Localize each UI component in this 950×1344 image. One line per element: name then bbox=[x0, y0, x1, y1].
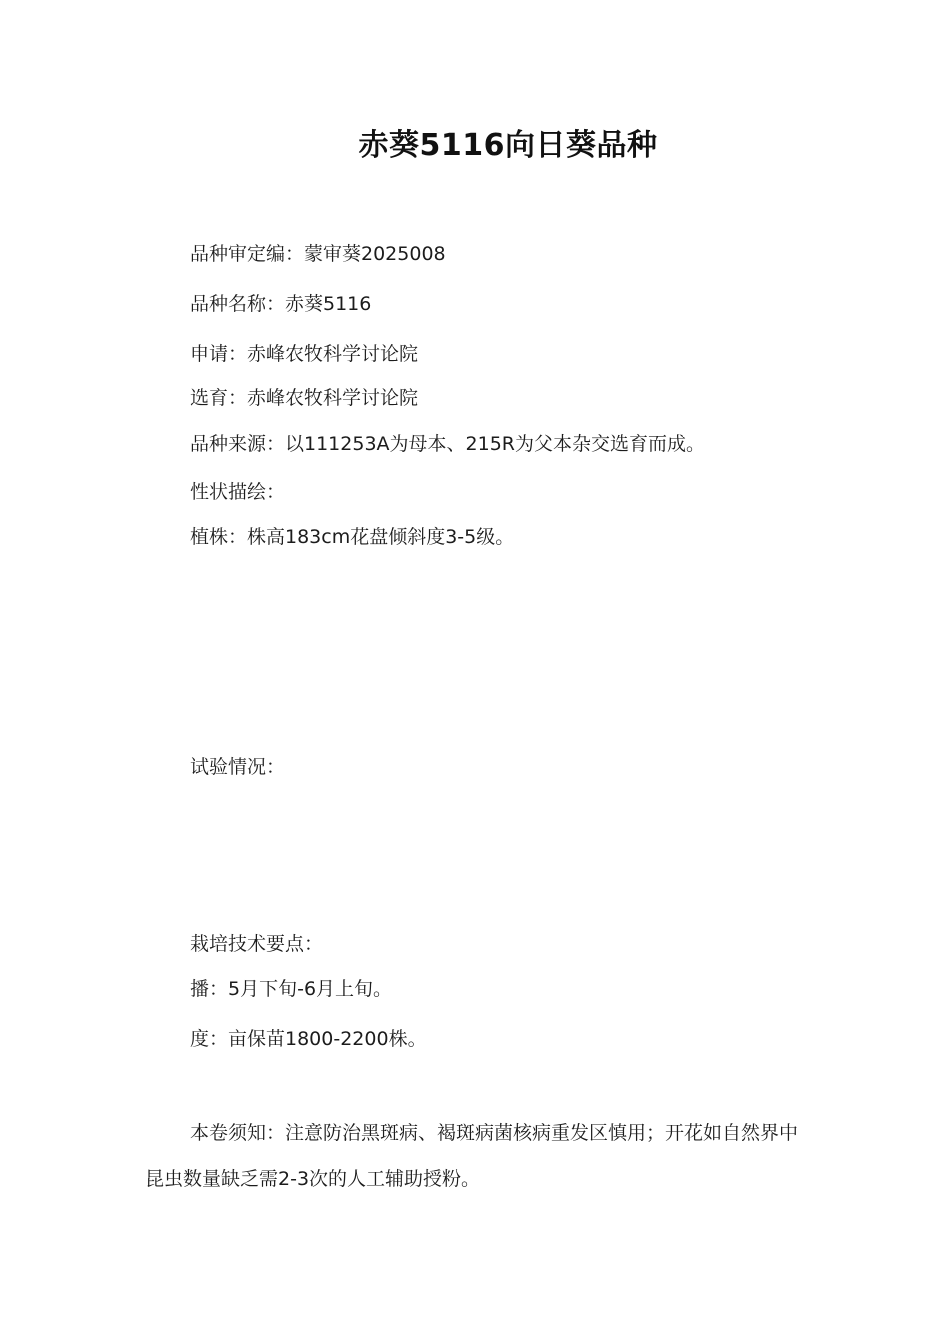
variety-name: 品种名称：赤葵5116 bbox=[190, 293, 372, 315]
applicant: 申请：赤峰农牧科学讨论院 bbox=[190, 343, 419, 365]
traits-heading: 性状描绘： bbox=[190, 481, 286, 503]
cultivation-heading: 栽培技术要点： bbox=[190, 933, 324, 955]
page-title: 赤葵5116向日葵品种 bbox=[358, 128, 658, 163]
precautions-paragraph: 本卷须知：注意防治黑斑病、褐斑病菌核病重发区慎用；开花如自然界中昆虫数量缺乏需2-3次的人工辅助授粉。 bbox=[145, 1122, 799, 1190]
sowing-period: 播：5月下旬-6月上旬。 bbox=[190, 978, 393, 1000]
trial-heading: 试验情况： bbox=[190, 756, 286, 778]
plant-traits: 植株：株高183cm花盘倾斜度3-5级。 bbox=[190, 526, 515, 548]
planting-density: 度：亩保苗1800-2200株。 bbox=[190, 1028, 427, 1050]
breeder: 选育：赤峰农牧科学讨论院 bbox=[190, 387, 419, 409]
variety-source: 品种来源：以111253A为母本、215R为父本杂交选育而成。 bbox=[190, 433, 705, 455]
variety-approval-number: 品种审定编：蒙审葵2025008 bbox=[190, 243, 446, 265]
